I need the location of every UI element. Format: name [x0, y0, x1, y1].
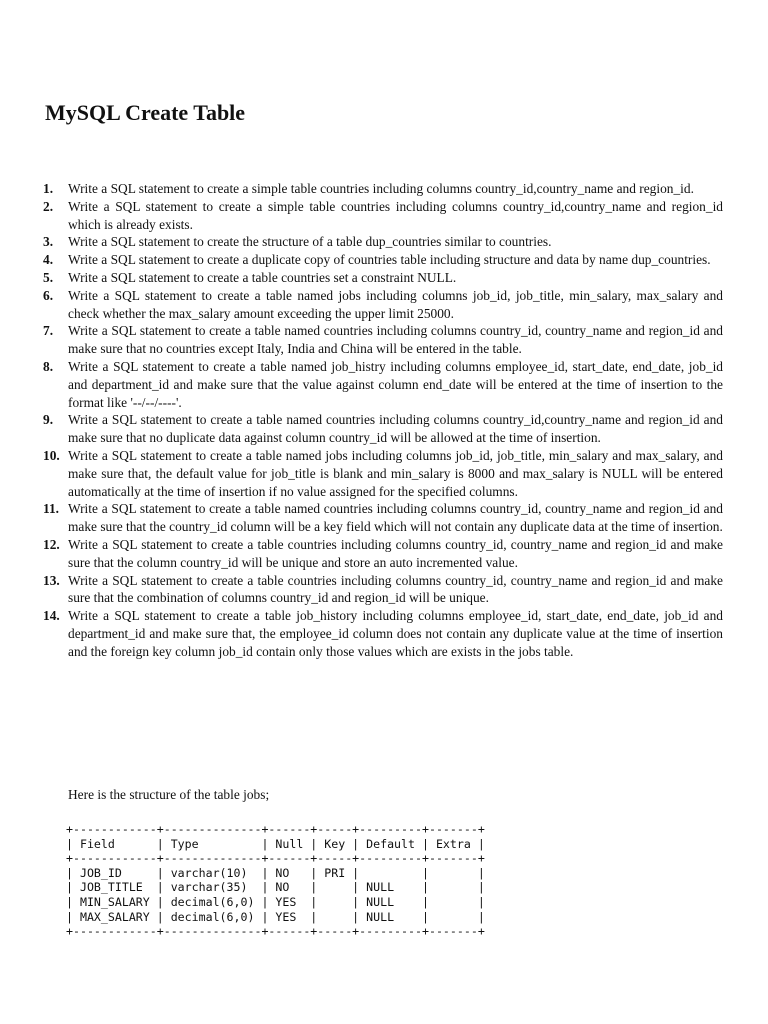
question-number: 12.: [43, 536, 60, 552]
question-number: 10.: [43, 447, 60, 463]
question-number: 9.: [43, 412, 54, 428]
question-text: Write a SQL statement to create a table job_history including columns employee_id, start_date, end_date, job_id and department_id and make sure that, the employee_id column does not contain any duplicate value at the time of insertion and the foreign key column job_id contain only those values which are exists in the jobs table.: [68, 608, 723, 659]
question-item: [45, 447, 723, 500]
question-number: 11.: [43, 501, 59, 517]
question-text: Write a SQL statement to create a table named countries including columns country_id, country_name and region_id and make sure that the country_id column will be a key field which will not contain any duplicate data at the time of insertion.: [68, 501, 723, 535]
question-item: [45, 572, 723, 608]
question-item: [45, 180, 723, 198]
question-number: 3.: [43, 234, 54, 250]
question-text: Write a SQL statement to create the structure of a table dup_countries similar to countries.: [68, 234, 552, 250]
question-number: 8.: [43, 358, 54, 374]
question-item: [45, 198, 723, 234]
structure-intro: Here is the structure of the table jobs;: [68, 787, 270, 802]
question-text: Write a SQL statement to create a table named countries including columns country_id, country_name and region_id and make sure that no countries except Italy, India and China will be entered in the table.: [68, 323, 723, 357]
question-number: 14.: [43, 608, 60, 624]
question-number: 1.: [43, 181, 54, 196]
question-item: [45, 269, 723, 287]
question-text: Write a SQL statement to create a table countries including columns country_id, country_name and region_id and make sure that the column country_id will be unique and store an auto incremented value.: [68, 536, 723, 570]
question-text: Write a SQL statement to create a simple table countries including columns country_id,country_name and region_id.: [68, 181, 694, 196]
question-item: [45, 287, 723, 323]
question-text: Write a SQL statement to create a table named jobs including columns job_id, job_title, min_salary and max_salary, and make sure that, the default value for job_title is blank and min_salary is 8000 and max_salary is NULL will be entered automatically at the time of insertion if no value assigned for the specified columns.: [68, 447, 723, 499]
question-number: 13.: [43, 572, 60, 588]
question-text: Write a SQL statement to create a table named jobs including columns job_id, job_title, min_salary, max_salary and check whether the max_salary amount exceeding the upper limit 25000.: [68, 287, 723, 321]
jobs-structure-table: +------------+--------------+------+-----+---------+-------+ | Field | Type | Null | Key | Default | Extra | +------------+--------------+------+-----+---------+-------+ | JOB_ID | varchar(10) | NO | PRI | | | | JOB_TITLE | varchar(35) | NO | | NULL | | | MIN_SALARY | decimal(6,0) | YES | | NULL | | | MAX_SALARY | decimal(6,0) | YES | | NULL | | +------------+--------------+------+-----+---------+-------+: [66, 822, 485, 939]
question-item: [45, 322, 723, 358]
question-number: 7.: [43, 323, 54, 339]
question-text: Write a SQL statement to create a simple table countries including columns country_id,country_name and region_id which is already exists.: [68, 198, 723, 232]
question-item: [45, 233, 723, 251]
question-item: [45, 411, 723, 447]
question-item: [45, 500, 723, 536]
question-text: Write a SQL statement to create a table countries set a constraint NULL.: [68, 269, 457, 285]
question-number: 2.: [43, 198, 54, 214]
question-number: 4.: [43, 252, 54, 268]
question-text: Write a SQL statement to create a table named job_histry including columns employee_id, start_date, end_date, job_id and department_id and make sure that the value against column end_date will be entered at the time of insertion to the format like '--/--/----'.: [68, 358, 723, 410]
question-item: [45, 607, 723, 660]
question-number: 6.: [43, 287, 54, 303]
question-item: [45, 358, 723, 411]
page-title: MySQL Create Table: [45, 100, 246, 125]
question-text: Write a SQL statement to create a table countries including columns country_id, country_name and region_id and make sure that the combination of columns country_id and region_id will be unique.: [68, 572, 723, 606]
question-text: Write a SQL statement to create a table named countries including columns country_id,country_name and region_id and make sure that no duplicate data against column country_id will be allowed at the time of insertion.: [68, 412, 723, 446]
question-item: [45, 536, 723, 572]
question-number: 5.: [43, 269, 54, 285]
question-text: Write a SQL statement to create a duplicate copy of countries table including structure and data by name dup_countries.: [68, 252, 711, 268]
question-list: [45, 180, 723, 661]
question-item: [45, 251, 723, 269]
